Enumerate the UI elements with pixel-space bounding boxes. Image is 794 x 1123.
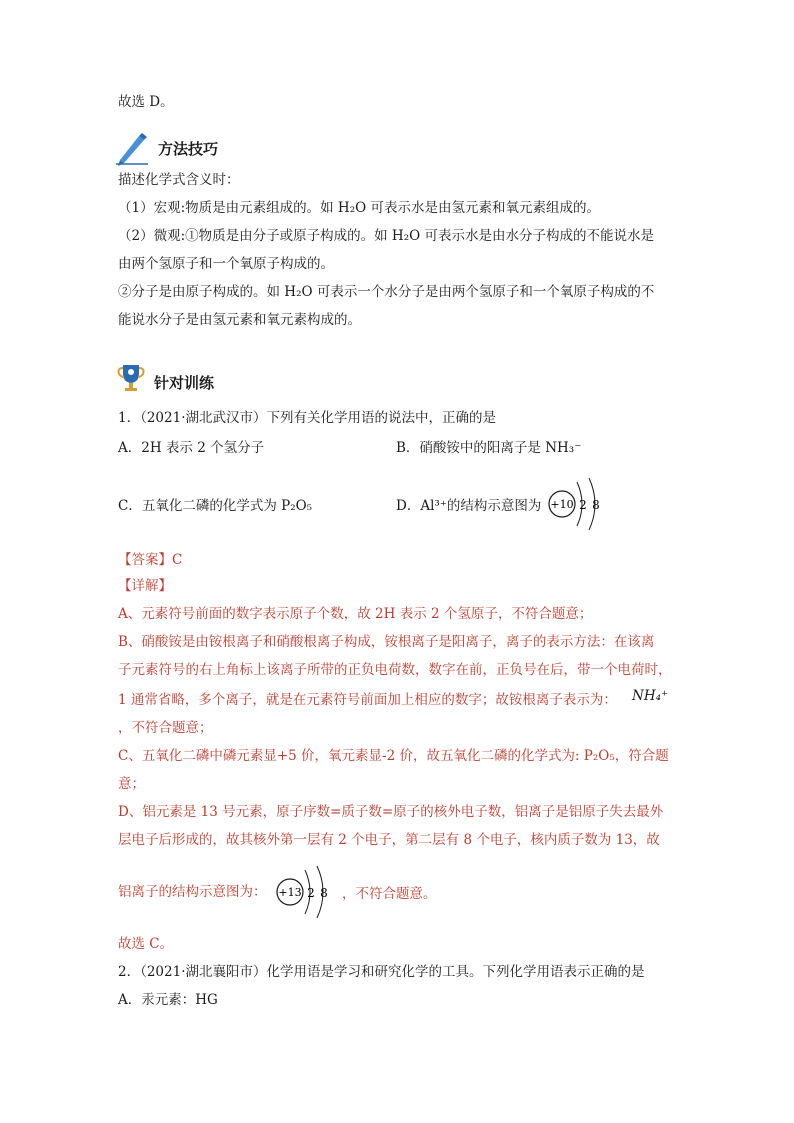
detail-line: B、硝酸铵是由铵根离子和硝酸根离子构成，铵根离子是阳离子，离子的表示方法：在该离	[118, 634, 655, 650]
question-2-stem: 2．（2021·湖北襄阳市）化学用语是学习和研究化学的工具。下列化学用语表示正确的是	[118, 964, 645, 980]
ion-structure-diagram-d	[545, 474, 615, 534]
aluminum-ion-structure-diagram	[273, 862, 343, 922]
detail-line-tail: ，不符合题意。	[342, 886, 437, 902]
shell-electrons-2: 8	[592, 498, 600, 512]
detail-line: 层电子后形成的，故其核外第一层有 2 个电子，第二层有 8 个电子，核内质子数为 13，故	[118, 832, 660, 848]
method-line: 由两个氢原子和一个氧原子构成的。	[118, 256, 334, 272]
detail-line: 子元素符号的右上角标上该离子所带的正负电荷数，数字在前，正负号在后，带一个电荷时，	[118, 662, 672, 678]
detail-line: 意；	[118, 776, 145, 792]
section-title-training: 针对训练	[154, 374, 215, 392]
pencil-icon	[112, 128, 152, 168]
q1-option-c: C．五氧化二磷的化学式为 P₂O₅	[118, 498, 313, 514]
nucleus-charge: +13	[278, 886, 302, 899]
trophy-icon	[116, 362, 146, 394]
detail-line: A、元素符号前面的数字表示原子个数，故 2H 表示 2 个氢原子，不符合题意；	[118, 606, 593, 622]
q2-option-a: A．汞元素：HG	[118, 992, 218, 1008]
detail-line: 1 通常省略，多个离子，就是在元素符号前面加上相应的数字；故铵根离子表示为：	[118, 692, 617, 708]
detail-line: 铝离子的结构示意图为：	[118, 884, 267, 900]
q1-option-b: B．硝酸铵中的阳离子是 NH₃⁻	[396, 440, 582, 456]
section-title-method: 方法技巧	[158, 140, 219, 158]
detail-line: C、五氧化二磷中磷元素显+5 价，氧元素显-2 价，故五氧化二磷的化学式为: P₂O₅，符合题	[118, 748, 669, 764]
ammonium-formula: NH₄⁺	[632, 688, 669, 704]
method-line: 能说水分子是由氢元素和氧元素构成的。	[118, 312, 361, 328]
shell-electrons-1: 2	[307, 886, 315, 900]
q1-option-d: D．Al³⁺的结构示意图为	[396, 498, 542, 514]
q1-answer: 【答案】C	[118, 552, 183, 568]
q1-option-a: A．2H 表示 2 个氢分子	[118, 440, 265, 456]
q1-conclusion: 故选 C。	[118, 936, 174, 952]
method-line: （2）微观:①物质是由分子或原子构成的。如 H₂O 可表示水是由水分子构成的不能说水是	[118, 228, 654, 244]
shell-electrons-2: 8	[320, 886, 328, 900]
question-1-stem: 1．（2021·湖北武汉市）下列有关化学用语的说法中，正确的是	[118, 410, 496, 426]
method-line: ②分子是由原子构成的。如 H₂O 可表示一个水分子是由两个氢原子和一个氧原子构成的不	[118, 284, 655, 300]
detail-line: D、铝元素是 13 号元素，原子序数=质子数=原子的核外电子数，铝离子是铝原子失去最外	[118, 804, 664, 820]
previous-answer: 故选 D。	[118, 94, 174, 110]
shell-electrons-1: 2	[579, 498, 587, 512]
method-line: （1）宏观:物质是由元素组成的。如 H₂O 可表示水是由氢元素和氧元素组成的。	[118, 200, 600, 216]
nucleus-charge: +10	[550, 498, 574, 511]
method-line: 描述化学式含义时：	[118, 172, 240, 188]
q1-detail-label: 【详解】	[118, 578, 172, 594]
detail-line: ，不符合题意；	[118, 720, 213, 736]
